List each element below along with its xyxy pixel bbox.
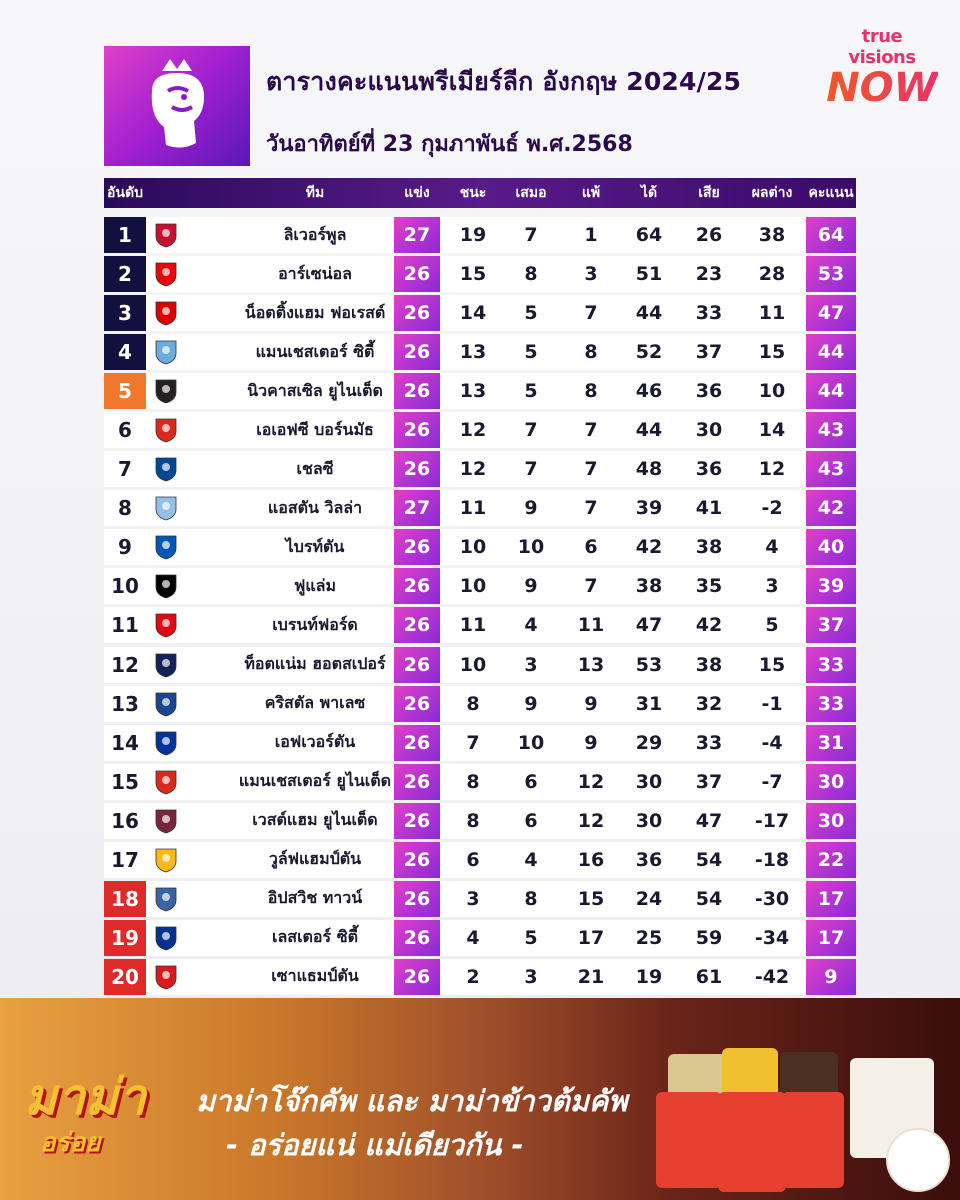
points-cell: 30 [806, 764, 856, 800]
team-name: ไบรท์ตัน [285, 536, 345, 556]
tottenham-crest-icon [152, 647, 180, 683]
goal-diff-cell: -18 [754, 848, 790, 871]
rank-cell: 2 [104, 256, 146, 292]
won-cell: 8 [466, 809, 480, 832]
goal-diff-cell: -42 [754, 965, 790, 988]
team-name: เซาแธมป์ตัน [271, 966, 359, 986]
team-name: เวสต์แฮม ยูไนเต็ด [252, 810, 378, 830]
played-cell: 26 [394, 686, 440, 722]
rank-cell: 9 [118, 535, 132, 560]
team-name: ท็อตแน่ม ฮอตสเปอร์ [244, 654, 386, 674]
drawn-cell: 6 [524, 809, 538, 832]
table-row [104, 334, 856, 370]
lost-cell: 8 [584, 341, 598, 364]
goals-against-cell: 41 [695, 497, 723, 520]
fulham-crest-icon [152, 568, 180, 604]
drawn-cell: 10 [517, 536, 545, 559]
team-name: เอเอฟซี บอร์นมัธ [256, 419, 374, 439]
points-cell: 30 [806, 803, 856, 839]
goals-for-cell: 44 [635, 302, 663, 325]
lost-cell: 6 [584, 536, 598, 559]
points-cell: 17 [806, 920, 856, 956]
points-cell: 47 [806, 295, 856, 331]
won-cell: 2 [466, 965, 480, 988]
table-row [104, 451, 856, 487]
rank-cell: 16 [111, 808, 139, 833]
won-cell: 13 [459, 341, 487, 364]
rank-cell: 10 [111, 574, 139, 599]
won-cell: 12 [459, 458, 487, 481]
won-cell: 7 [466, 731, 480, 754]
rank-cell: 8 [118, 496, 132, 521]
won-cell: 8 [466, 770, 480, 793]
team-name: ลิเวอร์พูล [283, 224, 347, 244]
nottingham-forest-crest-icon [152, 295, 180, 331]
lost-cell: 21 [577, 965, 605, 988]
col-played: แข่ง [404, 185, 430, 201]
played-cell: 26 [394, 803, 440, 839]
played-cell: 26 [394, 529, 440, 565]
lost-cell: 13 [577, 653, 605, 676]
table-row [104, 803, 856, 839]
goals-against-cell: 47 [695, 809, 723, 832]
ad-logo: มาม่า [24, 1068, 147, 1126]
played-cell: 26 [394, 881, 440, 917]
goals-for-cell: 64 [635, 224, 663, 246]
points-cell: 22 [806, 842, 856, 878]
drawn-cell: 5 [524, 380, 538, 403]
everton-crest-icon [152, 725, 180, 761]
points-cell: 43 [806, 451, 856, 487]
goal-diff-cell: 15 [758, 653, 786, 676]
points-cell: 40 [806, 529, 856, 565]
played-cell: 26 [394, 647, 440, 683]
points-cell: 39 [806, 568, 856, 604]
goal-diff-cell: 28 [758, 263, 786, 286]
rank-cell: 4 [104, 334, 146, 370]
played-cell: 26 [394, 920, 440, 956]
lost-cell: 7 [584, 575, 598, 598]
team-name: น็อตติ้งแฮม ฟอเรสต์ [244, 302, 386, 322]
goal-diff-cell: 15 [758, 341, 786, 364]
drawn-cell: 8 [524, 263, 538, 286]
ipswich-crest-icon [152, 881, 180, 917]
goal-diff-cell: -34 [754, 926, 790, 949]
goals-for-cell: 19 [635, 965, 663, 988]
goal-diff-cell: 38 [758, 224, 786, 246]
cup-icon [718, 1092, 786, 1192]
won-cell: 12 [459, 419, 487, 442]
table-row [104, 920, 856, 956]
drawn-cell: 9 [524, 692, 538, 715]
points-cell: 42 [806, 490, 856, 526]
points-cell: 44 [806, 373, 856, 409]
team-name: นิวคาสเซิล ยูไนเต็ด [247, 380, 383, 400]
played-cell: 26 [394, 725, 440, 761]
team-name: เบรนท์ฟอร์ด [272, 614, 358, 634]
goals-for-cell: 53 [635, 653, 663, 676]
played-cell: 26 [394, 256, 440, 292]
drawn-cell: 4 [524, 614, 538, 637]
won-cell: 4 [466, 926, 480, 949]
drawn-cell: 5 [524, 926, 538, 949]
manchester-city-crest-icon [152, 334, 180, 370]
goals-for-cell: 30 [635, 770, 663, 793]
goals-against-cell: 33 [695, 731, 723, 754]
goals-against-cell: 37 [695, 770, 723, 793]
won-cell: 3 [466, 887, 480, 910]
points-cell: 17 [806, 881, 856, 917]
table-row [104, 490, 856, 526]
drawn-cell: 3 [524, 965, 538, 988]
rank-cell: 6 [118, 418, 132, 443]
standings-table [104, 217, 856, 998]
drawn-cell: 3 [524, 653, 538, 676]
goals-against-cell: 54 [695, 887, 723, 910]
table-row [104, 529, 856, 565]
lost-cell: 12 [577, 770, 605, 793]
points-cell: 33 [806, 647, 856, 683]
table-row [104, 881, 856, 917]
points-cell: 9 [806, 959, 856, 995]
table-row [104, 256, 856, 292]
played-cell: 26 [394, 568, 440, 604]
table-row [104, 607, 856, 643]
leicester-crest-icon [152, 920, 180, 956]
col-pts: คะแนน [808, 185, 854, 201]
table-row [104, 295, 856, 331]
rank-cell: 11 [111, 613, 139, 638]
goals-for-cell: 36 [635, 848, 663, 871]
lost-cell: 16 [577, 848, 605, 871]
ad-tagline: - อร่อยแน่ แม่เดียวกัน - [226, 1128, 524, 1162]
bournemouth-crest-icon [152, 412, 180, 448]
goals-for-cell: 24 [635, 887, 663, 910]
header-titles [266, 62, 741, 161]
goal-diff-cell: -2 [761, 497, 783, 520]
aston-villa-crest-icon [152, 490, 180, 526]
drawn-cell: 7 [524, 419, 538, 442]
goal-diff-cell: -17 [754, 809, 790, 832]
mama-ad-banner[interactable] [0, 998, 960, 1200]
arsenal-crest-icon [152, 256, 180, 292]
won-cell: 11 [459, 497, 487, 520]
lost-cell: 15 [577, 887, 605, 910]
won-cell: 11 [459, 614, 487, 637]
lost-cell: 7 [584, 419, 598, 442]
lost-cell: 7 [584, 302, 598, 325]
col-drawn: เสมอ [515, 185, 547, 201]
goals-for-cell: 39 [635, 497, 663, 520]
team-name: อาร์เซน่อล [278, 263, 352, 283]
rank-cell: 14 [111, 730, 139, 755]
won-cell: 8 [466, 692, 480, 715]
lost-cell: 7 [584, 497, 598, 520]
drawn-cell: 6 [524, 770, 538, 793]
rank-cell: 19 [104, 920, 146, 956]
points-cell: 44 [806, 334, 856, 370]
goals-for-cell: 29 [635, 731, 663, 754]
ad-logo-sub: อร่อย [40, 1128, 101, 1158]
manchester-united-crest-icon [152, 764, 180, 800]
drawn-cell: 10 [517, 731, 545, 754]
drawn-cell: 5 [524, 302, 538, 325]
won-cell: 19 [459, 224, 487, 246]
played-cell: 26 [394, 959, 440, 995]
team-name: เชลซี [296, 458, 334, 478]
lost-cell: 3 [584, 263, 598, 286]
goals-against-cell: 61 [695, 965, 723, 988]
table-row [104, 725, 856, 761]
lost-cell: 17 [577, 926, 605, 949]
lost-cell: 8 [584, 380, 598, 403]
played-cell: 26 [394, 451, 440, 487]
lost-cell: 7 [584, 458, 598, 481]
goals-for-cell: 47 [635, 614, 663, 637]
played-cell: 26 [394, 607, 440, 643]
goals-against-cell: 32 [695, 692, 723, 715]
truevisions-now-logo [826, 26, 938, 111]
goal-diff-cell: -4 [761, 731, 783, 754]
goal-diff-cell: -1 [761, 692, 783, 715]
goals-for-cell: 44 [635, 419, 663, 442]
team-name: แมนเชสเตอร์ ซิตี้ [255, 341, 375, 361]
table-row [104, 373, 856, 409]
points-cell: 64 [806, 217, 856, 253]
col-lost: แพ้ [581, 185, 601, 201]
team-name: อิปสวิช ทาวน์ [267, 888, 363, 908]
drawn-cell: 5 [524, 341, 538, 364]
goal-diff-cell: 3 [765, 575, 779, 598]
played-cell: 26 [394, 295, 440, 331]
team-name: ฟูแล่ม [294, 575, 336, 595]
drawn-cell: 7 [524, 458, 538, 481]
brentford-crest-icon [152, 607, 180, 643]
ad-headline: มาม่าโจ๊กคัพ และ มาม่าข้าวต้มคัพ [196, 1084, 628, 1118]
west-ham-crest-icon [152, 803, 180, 839]
played-cell: 27 [394, 490, 440, 526]
lost-cell: 9 [584, 731, 598, 754]
played-cell: 26 [394, 412, 440, 448]
rank-cell: 12 [111, 652, 139, 677]
goals-against-cell: 23 [695, 263, 723, 286]
goals-for-cell: 38 [635, 575, 663, 598]
duck-mascot-icon [886, 1128, 950, 1192]
drawn-cell: 9 [524, 575, 538, 598]
won-cell: 10 [459, 536, 487, 559]
lost-cell: 9 [584, 692, 598, 715]
lion-icon [122, 51, 232, 161]
premier-league-logo [104, 46, 250, 166]
rank-cell: 20 [104, 959, 146, 995]
points-cell: 53 [806, 256, 856, 292]
goals-for-cell: 31 [635, 692, 663, 715]
goals-for-cell: 42 [635, 536, 663, 559]
table-row [104, 412, 856, 448]
crystal-palace-crest-icon [152, 686, 180, 722]
lost-cell: 1 [584, 224, 598, 246]
table-row [104, 217, 856, 253]
cup-icon [656, 1092, 722, 1188]
goals-against-cell: 42 [695, 614, 723, 637]
goals-for-cell: 52 [635, 341, 663, 364]
goals-for-cell: 48 [635, 458, 663, 481]
played-cell: 26 [394, 764, 440, 800]
goal-diff-cell: -30 [754, 887, 790, 910]
goals-against-cell: 59 [695, 926, 723, 949]
cup-icon [782, 1092, 844, 1188]
goals-for-cell: 25 [635, 926, 663, 949]
goals-for-cell: 51 [635, 263, 663, 286]
chelsea-crest-icon [152, 451, 180, 487]
goals-against-cell: 54 [695, 848, 723, 871]
played-cell: 26 [394, 334, 440, 370]
won-cell: 6 [466, 848, 480, 871]
drawn-cell: 8 [524, 887, 538, 910]
goal-diff-cell: 12 [758, 458, 786, 481]
rank-cell: 13 [111, 691, 139, 716]
team-name: เอฟเวอร์ตัน [274, 732, 356, 752]
drawn-cell: 9 [524, 497, 538, 520]
played-cell: 26 [394, 373, 440, 409]
goals-against-cell: 36 [695, 380, 723, 403]
team-name: แมนเชสเตอร์ ยูไนเต็ด [238, 771, 392, 791]
goal-diff-cell: -7 [761, 770, 783, 793]
points-cell: 31 [806, 725, 856, 761]
rank-cell: 7 [118, 457, 132, 482]
brand-bottom-text: NOW [826, 65, 938, 111]
goals-for-cell: 30 [635, 809, 663, 832]
rank-cell: 1 [104, 217, 146, 253]
won-cell: 14 [459, 302, 487, 325]
liverpool-crest-icon [152, 217, 180, 253]
rank-cell: 5 [104, 373, 146, 409]
lost-cell: 12 [577, 809, 605, 832]
table-row [104, 647, 856, 683]
rank-cell: 17 [111, 847, 139, 872]
goal-diff-cell: 14 [758, 419, 786, 442]
goals-for-cell: 46 [635, 380, 663, 403]
played-cell: 27 [394, 217, 440, 253]
page-title: ตารางคะแนนพรีเมียร์ลีก อังกฤษ 2024/25 [266, 67, 742, 96]
goal-diff-cell: 4 [765, 536, 779, 559]
team-name: วูล์ฟแฮมป์ตัน [268, 849, 362, 869]
brighton-crest-icon [152, 529, 180, 565]
points-cell: 43 [806, 412, 856, 448]
rank-cell: 3 [104, 295, 146, 331]
goals-against-cell: 37 [695, 341, 723, 364]
table-row [104, 764, 856, 800]
col-rank: อันดับ [107, 185, 143, 201]
played-cell: 26 [394, 842, 440, 878]
won-cell: 13 [459, 380, 487, 403]
table-row [104, 842, 856, 878]
goals-against-cell: 38 [695, 536, 723, 559]
won-cell: 10 [459, 653, 487, 676]
product-cups [656, 1048, 956, 1198]
col-ga: เสีย [698, 185, 720, 201]
wolves-crest-icon [152, 842, 180, 878]
drawn-cell: 7 [524, 224, 538, 246]
goals-against-cell: 30 [695, 419, 723, 442]
points-cell: 33 [806, 686, 856, 722]
rank-cell: 18 [104, 881, 146, 917]
team-name: เลสเตอร์ ซิตี้ [272, 927, 358, 947]
won-cell: 10 [459, 575, 487, 598]
team-name: คริสตัล พาเลซ [264, 693, 366, 713]
points-cell: 37 [806, 607, 856, 643]
goal-diff-cell: 5 [765, 614, 779, 637]
col-gf: ได้ [640, 185, 658, 201]
won-cell: 15 [459, 263, 487, 286]
page-date: วันอาทิตย์ที่ 23 กุมภาพันธ์ พ.ศ.2568 [266, 132, 633, 157]
goal-diff-cell: 11 [758, 302, 786, 325]
col-gd: ผลต่าง [751, 185, 793, 201]
table-row [104, 959, 856, 995]
col-won: ชนะ [459, 185, 487, 201]
col-team: ทีม [305, 185, 325, 201]
drawn-cell: 4 [524, 848, 538, 871]
goals-against-cell: 35 [695, 575, 723, 598]
table-header [104, 178, 856, 208]
table-row [104, 568, 856, 604]
team-name: แอสตัน วิลล่า [267, 497, 363, 517]
goals-against-cell: 33 [695, 302, 723, 325]
southampton-crest-icon [152, 959, 180, 995]
goal-diff-cell: 10 [758, 380, 786, 403]
goals-against-cell: 26 [695, 224, 723, 246]
lost-cell: 11 [577, 614, 605, 637]
goals-against-cell: 38 [695, 653, 723, 676]
brand-top-text: true visions [848, 26, 916, 68]
table-row [104, 686, 856, 722]
newcastle-crest-icon [152, 373, 180, 409]
rank-cell: 15 [111, 769, 139, 794]
goals-against-cell: 36 [695, 458, 723, 481]
